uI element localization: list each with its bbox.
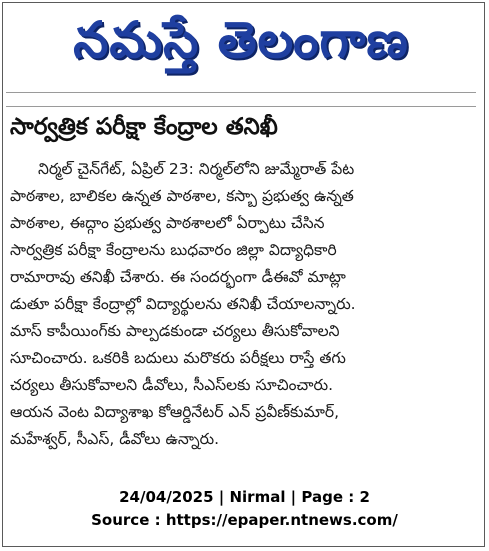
article-line: ఆయన వెంట విద్యాశాఖ కోఆర్డినేటర్ ఎన్ ప్రవీణ్‌కుమార్, (10, 403, 339, 421)
top-divider (6, 92, 476, 93)
article-line: మహేశ్వర్, సీఎస్, డీవోలు ఉన్నారు. (10, 430, 220, 448)
article-body (10, 156, 468, 464)
article-line: పాఠశాల, ఈద్గాం ప్రభుత్వ పాఠశాలలో ఏర్పాటు చేసిన (10, 214, 325, 232)
article-line: సార్వత్రిక పరీక్షా కేంద్రాలను బుధవారం జిల్లా విద్యాధికారి (10, 241, 337, 259)
clipping-source-link[interactable]: Source : https://epaper.ntnews.com/ (91, 511, 398, 529)
article-headline: సార్వత్రిక పరీక్షా కేంద్రాల తనిఖీ (10, 114, 278, 140)
article-line: రామారావు తనిఖీ చేశారు. ఈ సందర్భంగా డీఈవో మాట్లా (10, 268, 346, 286)
article-line: మాస్ కాపీయింగ్‌కు పాల్పడకుండా చర్యలు తీసుకోవాలని (10, 322, 340, 340)
article-line: డుతూ పరీక్షా కేంద్రాల్లో విద్యార్థులను తనిఖీ చేయాలన్నారు. (10, 295, 356, 313)
newspaper-masthead (6, 6, 476, 86)
article-line: సూచించారు. ఒకరికి బదులు మరొకరు పరీక్షలు రాస్తే తగు (10, 349, 346, 367)
article-line: పాఠశాల, బాలికల ఉన్నత పాఠశాల, కస్బా ప్రభుత్వ ఉన్నత (10, 187, 354, 205)
clipping-date-page: 24/04/2025 | Nirmal | Page : 2 (119, 488, 370, 506)
section-divider (6, 106, 476, 107)
masthead-title: నమస్తే తెలంగాణ (73, 10, 409, 69)
article-line: చర్యలు తీసుకోవాలని డీవోలు, సీఎస్‌లకు సూచించారు. (10, 376, 334, 394)
article-line: నిర్మల్ చైన్‌గేట్, ఏప్రిల్ 23: నిర్మల్‌లోని జుమ్మేరాత్ పేట (38, 160, 355, 178)
